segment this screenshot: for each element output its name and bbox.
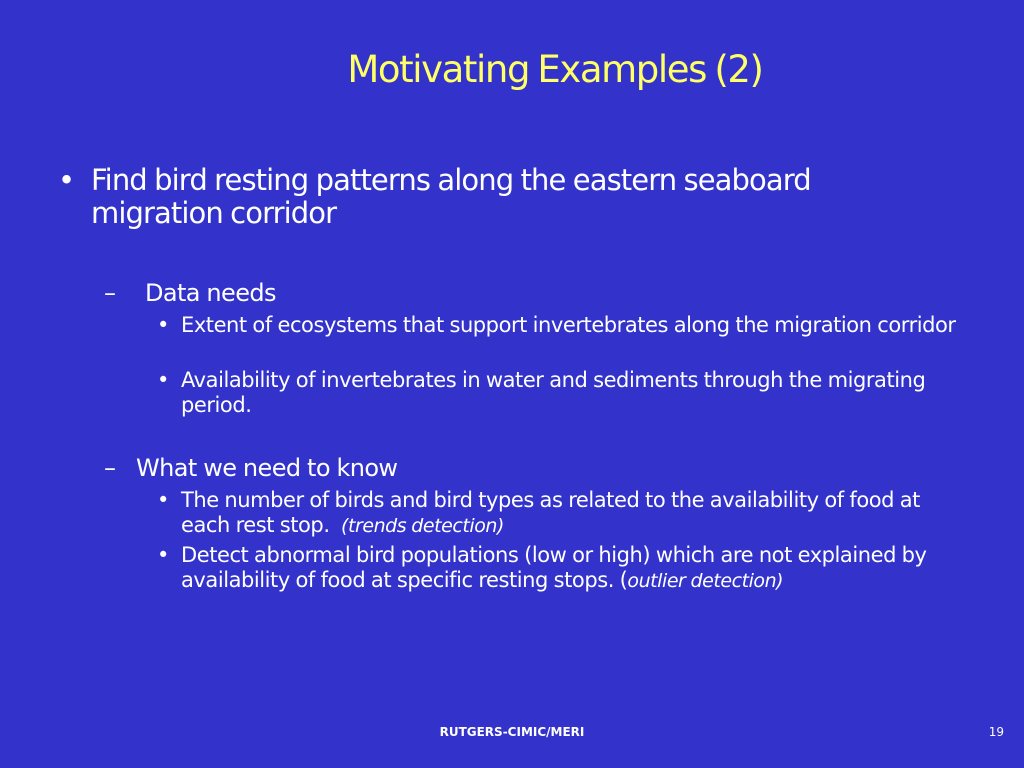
sub-bullet-text: Detect abnormal bird populations (low or high) which are not explained by availability of food at specific resting stops. ( xyxy=(181,543,927,592)
bullet-mark: • xyxy=(157,313,169,337)
dash-mark: – xyxy=(104,279,116,307)
bullet-mark: • xyxy=(58,163,75,197)
section-heading: What we need to know xyxy=(136,454,398,482)
main-bullet-text: Find bird resting patterns along the eastern seaboard migration corridor xyxy=(91,163,811,230)
slide-footer: RUTGERS-CIMIC/MERI xyxy=(439,725,585,739)
section-heading: Data needs xyxy=(145,279,276,307)
sub-bullet-text: The number of birds and bird types as related to the availability of food at each rest stop. xyxy=(181,488,920,537)
bullet-mark: • xyxy=(157,543,169,567)
sub-bullet-text-wrap xyxy=(181,488,966,539)
dash-mark: – xyxy=(104,454,116,482)
bullet-mark: • xyxy=(157,488,169,512)
trends-detection-hint: (trends detection) xyxy=(341,515,504,537)
bullet-mark: • xyxy=(157,368,169,392)
page-number: 19 xyxy=(988,725,1004,739)
sub-bullet-text: Extent of ecosystems that support invertebrates along the migration corridor xyxy=(181,313,956,337)
slide-title: Motivating Examples (2) xyxy=(347,48,763,91)
outlier-detection-hint: outlier detection) xyxy=(627,570,784,592)
sub-bullet-text: Availability of invertebrates in water and sediments through the migrating period. xyxy=(181,368,926,417)
sub-bullet-text-wrap xyxy=(181,543,966,594)
